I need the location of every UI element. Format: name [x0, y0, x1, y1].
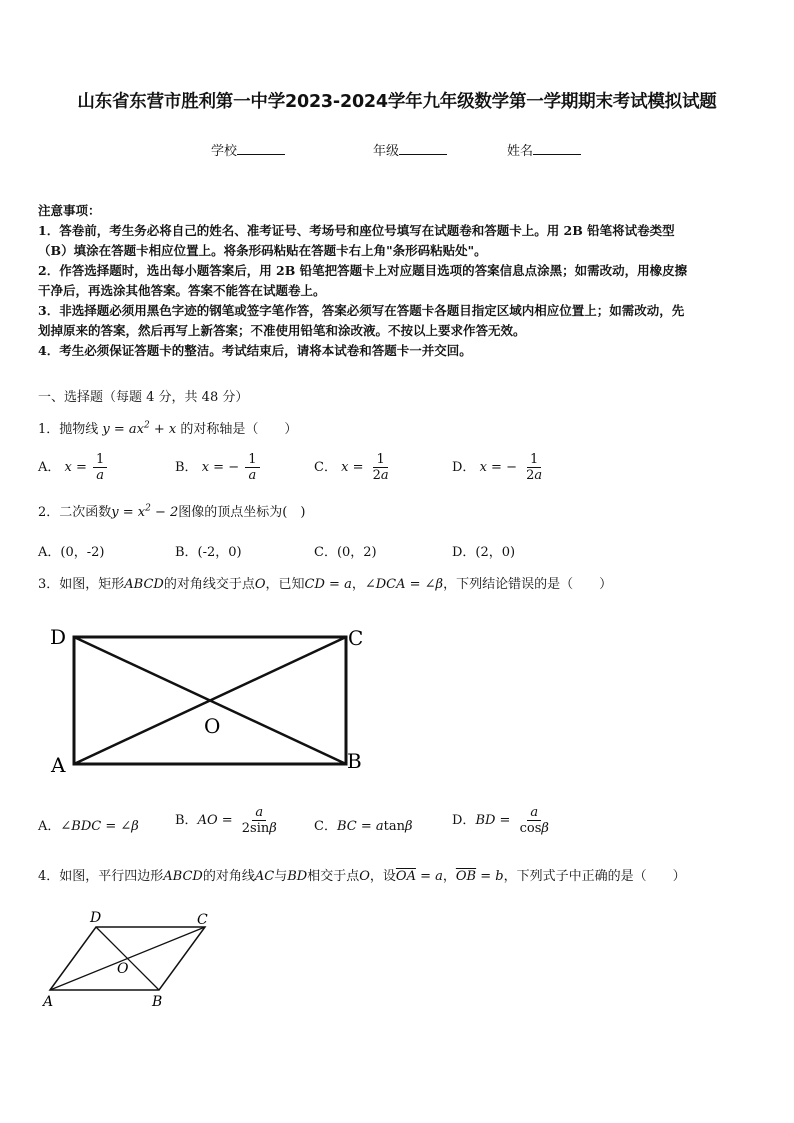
notice-line: 2．作答选择题时，选出每小题答案后，用 2B 铅笔把答题卡上对应题目选项的答案信息点涂黑；如需改动，用橡皮擦 — [38, 263, 688, 278]
q2-formula: $y = x^2 - 2$ — [111, 503, 179, 520]
q3-option-d[interactable]: D．BD = $\frac{a}{\cos\beta}$ — [452, 805, 549, 836]
grade-field — [373, 140, 447, 159]
q4-text: ，设 — [369, 869, 396, 884]
label-a: A — [51, 753, 66, 777]
question-3: 3．如图，矩形ABCD的对角线交于点O，已知CD = a，∠DCA = ∠β，下列结论错误的是（ ） — [38, 577, 613, 592]
notice-line: 划掉原来的答案，然后再写上新答案；不准使用铅笔和涂改液。不按以上要求作答无效。 — [38, 323, 526, 338]
name-blank — [533, 142, 581, 155]
option-label: D． — [452, 813, 476, 828]
label-a: A — [43, 994, 54, 1010]
label-b: B — [347, 749, 362, 773]
notice-line: 4．考生必须保证答题卡的整洁。考试结束后，请将本试卷和答题卡一并交回。 — [38, 343, 472, 358]
label-c: C — [348, 626, 364, 650]
q1-prefix: 1．抛物线 — [38, 422, 99, 437]
option-label: B． — [175, 813, 198, 828]
q3-option-c[interactable]: C．BC = atanβ — [314, 819, 413, 834]
school-label: 学校 — [211, 144, 238, 159]
q2-option-c[interactable]: C．(0，2) — [314, 545, 377, 560]
q3-suffix: ，下列结论错误的是（ ） — [443, 577, 613, 592]
option-label: C． — [314, 460, 337, 475]
q2-prefix: 2．二次函数 — [38, 505, 112, 520]
diagonal-bd — [96, 927, 159, 990]
q1-option-c[interactable]: C． x = $\frac{1}{2a}$ — [314, 452, 389, 483]
notice-line: 干净后，再选涂其他答案。答案不能答在试题卷上。 — [38, 283, 326, 298]
label-d: D — [90, 910, 102, 926]
label-o: O — [117, 961, 129, 977]
name-field — [507, 140, 581, 159]
q1-option-b[interactable]: B． x = − $\frac{1}{a}$ — [175, 452, 262, 483]
q2-option-d[interactable]: D．(2，0) — [452, 545, 516, 560]
notice-line: 3．非选择题必须用黑色字迹的钢笔或签字笔作答，答案必须写在答题卡各题目指定区域内相应位置上；如需改动，先 — [38, 303, 685, 318]
label-c: C — [197, 912, 208, 928]
parallelogram-figure — [38, 905, 228, 1015]
q3-option-a[interactable]: A．∠BDC = ∠β — [38, 819, 139, 834]
school-blank — [237, 142, 285, 155]
q2-option-b[interactable]: B．(-2，0) — [175, 545, 242, 560]
q1-suffix: 的对称轴是（ ） — [180, 422, 298, 437]
q1-option-a[interactable]: A． x = $\frac{1}{a}$ — [38, 452, 109, 483]
rectangle-figure — [40, 620, 380, 780]
option-label: B． — [175, 460, 198, 475]
q4-prefix: 4．如图，平行四边形 — [38, 869, 164, 884]
question-2 — [38, 503, 305, 523]
q4-text: 与 — [274, 869, 288, 884]
q3-prefix: 3．如图，矩形 — [38, 577, 125, 592]
q3-option-b[interactable]: B．AO = $\frac{a}{2\sin\beta}$ — [175, 805, 277, 836]
q4-text: 的对角线 — [202, 869, 255, 884]
grade-blank — [399, 142, 447, 155]
q1-formula: $y = ax^2 + x$ — [102, 420, 177, 437]
question-1 — [38, 420, 297, 440]
q2-suffix: 图像的顶点坐标为( ) — [178, 505, 306, 520]
option-label: D． — [452, 460, 476, 475]
label-b: B — [152, 994, 163, 1010]
notice-list — [38, 221, 763, 361]
q3-text: ，已知 — [265, 577, 305, 592]
section-heading: 一、选择题（每题 4 分，共 48 分） — [38, 390, 249, 405]
page-title: 山东省东营市胜利第一中学2023-2024学年九年级数学第一学期期末考试模拟试题 — [77, 92, 717, 112]
q3-text: 的对角线交于点 — [163, 577, 255, 592]
school-field — [211, 140, 285, 159]
notice-line: （B）填涂在答题卡相应位置上。将条形码粘贴在答题卡右上角"条形码粘贴处"。 — [38, 243, 487, 258]
q4-text: 相交于点 — [307, 869, 360, 884]
q1-option-d[interactable]: D． x = − $\frac{1}{2a}$ — [452, 452, 543, 483]
notice-line: 1．答卷前，考生务必将自己的姓名、准考证号、考场号和座位号填写在试题卷和答题卡上。用 2B 铅笔将试卷类型 — [38, 223, 675, 238]
label-o: O — [204, 714, 221, 738]
option-label: A． — [38, 460, 61, 475]
grade-label: 年级 — [373, 144, 400, 159]
option-label: C． — [314, 819, 337, 834]
notice-heading: 注意事项： — [38, 203, 101, 218]
q2-option-a[interactable]: A．(0，-2) — [38, 545, 105, 560]
label-d: D — [50, 625, 67, 649]
q3-text: ， — [351, 577, 365, 592]
name-label: 姓名 — [507, 144, 534, 159]
q4-suffix: ，下列式子中正确的是（ ） — [503, 869, 686, 884]
question-4: 4．如图，平行四边形ABCD的对角线AC与BD相交于点O，设$\overline{OA} = a$，$\overline{OB} = b$，下列式子中正确的是（ ） — [38, 869, 686, 884]
option-label: A． — [38, 819, 61, 834]
